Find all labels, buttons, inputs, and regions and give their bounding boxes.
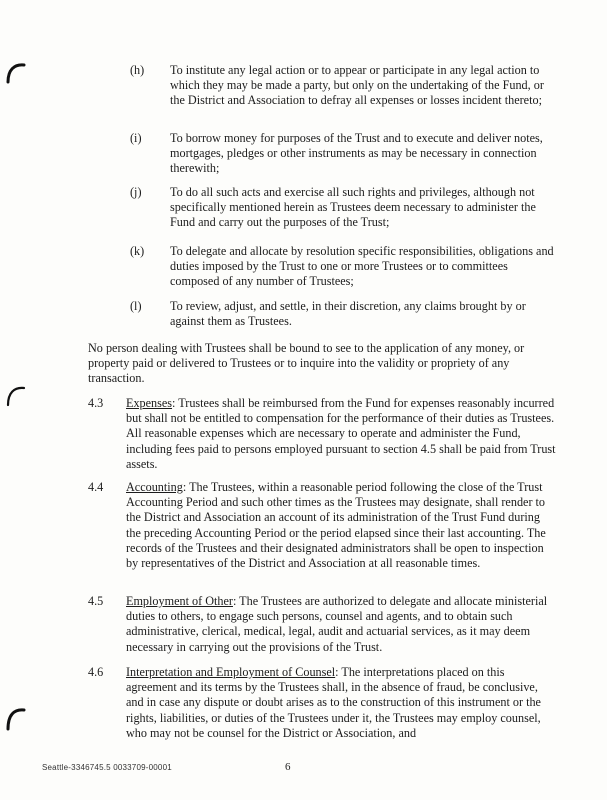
item-text: To do all such acts and exercise all such rights and privileges, although not specifically mentioned herein as Trustees deem necessary to administer the Fund and carry out the purposes of the Trust; — [170, 185, 536, 230]
page-number: 6 — [285, 761, 291, 773]
section-body — [126, 480, 556, 571]
closing-paragraph: No person dealing with Trustees shall be bound to see to the application of any money, or property paid or delivered to Trustees or to inquire into the validity or propriety of any transaction. — [88, 341, 525, 386]
section-heading: Accounting — [126, 480, 183, 494]
item-label: (j) — [130, 185, 142, 199]
item-label: (l) — [130, 299, 142, 313]
item-text: To delegate and allocate by resolution specific responsibilities, obligations and duties imposed by the Trust to one or more Trustees or to committees composed of any number of Trustees; — [170, 244, 554, 289]
section-text: : Trustees shall be reimbursed from the Fund for expenses reasonably incurred but shall not be entitled to compensation for the performance of their duties as Trustees. All reasonable expenses which are necessary to operate and administer the Fund, including fees paid to persons employed pursuant to section 4.5 shall be paid from Trust assets. — [126, 396, 556, 471]
item-label: (i) — [130, 131, 142, 145]
section-text: : The Trustees are authorized to delegate and allocate ministerial duties to others, to engage such persons, counsel and agents, and to obtain such administrative, clerical, medical, legal, audit and actuarial services, as it may deem necessary in carrying out the provisions of the Trust. — [126, 594, 548, 654]
section-number: 4.3 — [88, 396, 104, 410]
section-text: : The interpretations placed on this agreement and its terms by the Trustees shall, in the absence of fraud, be conclusive, and in case any dispute or doubt arises as to the construction of this instrument or the rights, liabilities, or duties of the Trustees under it, the Trustees may employ counsel, who may not be counsel for the District or Association, and — [126, 665, 541, 740]
section-number: 4.5 — [88, 594, 104, 608]
section-number: 4.4 — [88, 480, 104, 494]
punch-hole-mark — [4, 60, 30, 86]
item-label: (k) — [130, 244, 145, 258]
item-text: To institute any legal action or to appear or participate in any legal action to which they may be made a party, but only on the undertaking of the Fund, or the District and Association to defray all expenses or losses incident thereto; — [170, 63, 544, 108]
section-heading: Employment of Other — [126, 594, 233, 608]
item-text: To borrow money for purposes of the Trust and to execute and deliver notes, mortgages, pledges or other instruments as may be necessary in connection therewith; — [170, 131, 543, 176]
section-body — [126, 665, 556, 741]
punch-hole-mark — [4, 383, 30, 409]
section-body — [126, 594, 556, 655]
section-heading: Interpretation and Employment of Counsel — [126, 665, 336, 679]
section-body — [126, 396, 556, 472]
section-text: : The Trustees, within a reasonable period following the close of the Trust Accounting Period and such other times as the Trustees may designate, shall render to the District and Association an account of its administration of the Trust Fund during the preceding Accounting Period or the period elapsed since their last accounting. The records of the Trustees and their designated administrators shall be open to inspection by representatives of the District and Association at all reasonable times. — [126, 480, 546, 571]
section-number: 4.6 — [88, 665, 104, 679]
item-label: (h) — [130, 63, 145, 77]
section-heading: Expenses — [126, 396, 173, 410]
item-text: To review, adjust, and settle, in their discretion, any claims brought by or against them as Trustees. — [170, 299, 526, 329]
punch-hole-mark — [4, 705, 30, 731]
footer-document-id: Seattle-3346745.5 0033709-00001 — [42, 763, 172, 772]
